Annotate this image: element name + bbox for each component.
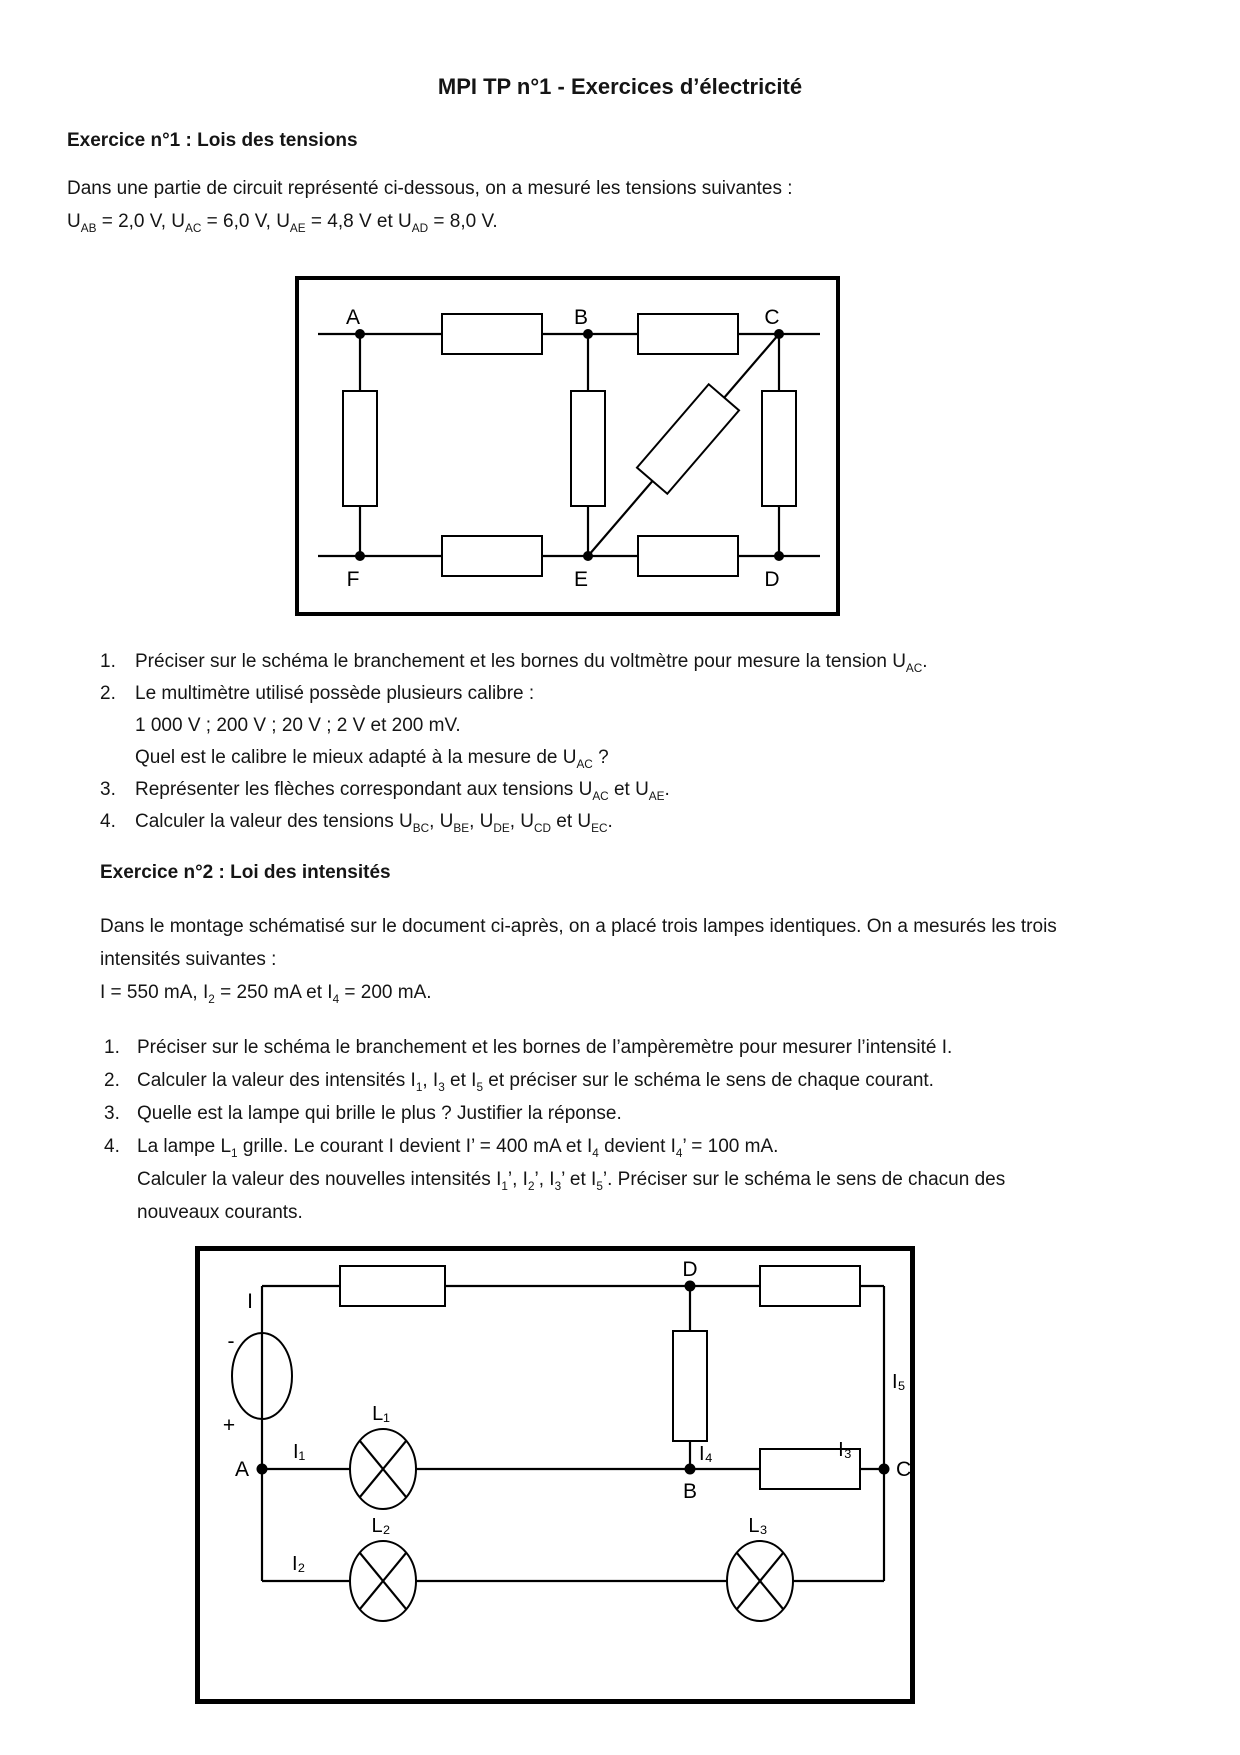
- lamp-label-l1: L₁: [372, 1403, 390, 1425]
- resistor-be: [571, 391, 605, 506]
- lamp-label-l3: L₃: [748, 1515, 768, 1537]
- question-text: Le multimètre utilisé possède plusieurs calibre :: [135, 683, 535, 704]
- question-text: Calculer la valeur des tensions $U_{BC}$, $U_{BE}$, $U_{DE}$, $U_{CD}$ et $U_{EC}$.: [135, 811, 613, 835]
- circuit2-svg: [195, 1246, 915, 1704]
- circuit-diagram-1: [295, 276, 840, 616]
- circuit1-svg: [295, 276, 840, 616]
- current-label-i1: I₁: [293, 1441, 306, 1463]
- question-text: nouveaux courants.: [137, 1202, 303, 1223]
- resistor-ed: [638, 536, 738, 576]
- exercise2-intro-line3: I = 550 mA, $I_2 = 250$ mA et $I_4 = 200$ mA.: [100, 982, 432, 1006]
- exercise1-intro-line1: Dans une partie de circuit représenté ci-dessous, on a mesuré les tensions suivantes :: [67, 178, 793, 199]
- question-number: 1.: [100, 651, 116, 672]
- node-label-f: F: [346, 568, 360, 591]
- node-label-c: C: [896, 1458, 912, 1481]
- question-item-continuation: [104, 1163, 1173, 1196]
- question-item: [100, 806, 1173, 838]
- circuit1-frame: [297, 278, 838, 614]
- exercise2-intro-line2: intensités suivantes :: [100, 949, 277, 970]
- resistor-ab: [442, 314, 542, 354]
- node-label-d: D: [764, 568, 780, 591]
- question-item-continuation: [100, 710, 1173, 742]
- question-number: 1.: [104, 1037, 120, 1058]
- source-plus-label: +: [222, 1414, 236, 1437]
- question-text: Préciser sur le schéma le branchement et les bornes de l’ampèremètre pour mesurer l’intensité I.: [137, 1037, 953, 1058]
- question-number: 4.: [104, 1136, 120, 1157]
- source-minus-label: -: [227, 1330, 235, 1353]
- question-text: 1 000 V ; 200 V ; 20 V ; 2 V et 200 mV.: [135, 715, 461, 736]
- lamp-l2-icon: [350, 1541, 416, 1621]
- question-number: 2.: [100, 683, 116, 704]
- question-number: 4.: [100, 811, 116, 832]
- question-text: Quelle est la lampe qui brille le plus ? Justifier la réponse.: [137, 1103, 622, 1124]
- question-item: [100, 678, 1173, 710]
- question-item: [104, 1097, 1173, 1130]
- exercise1-questions: [100, 646, 1173, 838]
- resistor-cd: [762, 391, 796, 506]
- question-item: [100, 646, 1173, 678]
- node-label-e: E: [573, 568, 589, 591]
- exercise2-intro-line1: Dans le montage schématisé sur le document ci-après, on a placé trois lampes identiques. On a mesurés les trois: [100, 916, 1057, 937]
- current-label-i4: I₄: [699, 1443, 713, 1465]
- node-label-a: A: [234, 1458, 249, 1481]
- question-number: 3.: [100, 779, 116, 800]
- resistor-fe: [442, 536, 542, 576]
- question-text: Calculer la valeur des intensités $I_1$, $I_3$ et $I_5$ et préciser sur le schéma le sens de chaque courant.: [137, 1070, 934, 1094]
- question-text: Représenter les flèches correspondant aux tensions $U_{AC}$ et $U_{AE}$.: [135, 779, 670, 803]
- lamp-l3-icon: [727, 1541, 793, 1621]
- node-label-a: A: [345, 306, 361, 329]
- current-label-i3: I₃: [838, 1439, 852, 1461]
- document-title: MPI TP n°1 - Exercices d’électricité: [437, 74, 803, 99]
- node-label-c: C: [764, 306, 780, 329]
- exercise2-intro: [100, 910, 1173, 1009]
- resistor-af: [343, 391, 377, 506]
- question-item: [104, 1130, 1173, 1163]
- question-item-continuation: [104, 1196, 1173, 1229]
- question-text: Calculer la valeur des nouvelles intensités $I_1$’, $I_2$’, $I_3$’ et $I_5$’. Préciser sur le schéma le sens de chacun des: [137, 1169, 1006, 1193]
- question-item: [104, 1031, 1173, 1064]
- lamp-l1-icon: [350, 1429, 416, 1509]
- exercise1-heading: Exercice n°1 : Lois des tensions: [67, 130, 358, 151]
- current-label-i2: I₂: [292, 1553, 306, 1575]
- node-label-d: D: [682, 1258, 698, 1281]
- exercise2-heading: Exercice n°2 : Loi des intensités: [100, 862, 391, 883]
- resistor-bc: [638, 314, 738, 354]
- question-text: La lampe $L_1$ grille. Le courant I devient I’ = 400 mA et $I_4$ devient $I_4$’ = 100 mA.: [137, 1136, 779, 1160]
- question-text: Quel est le calibre le mieux adapté à la mesure de $U_{AC}$ ?: [135, 747, 609, 771]
- current-label-i5: I₅: [892, 1371, 906, 1393]
- exercise2-questions: [104, 1031, 1173, 1229]
- exercise1-intro-line2: $U_{AB} = 2,0$ V, $U_{AC} = 6,0$ V, $U_{AE} = 4,8$ V et $U_{AD} = 8,0$ V.: [67, 211, 498, 235]
- question-item: [100, 774, 1173, 806]
- resistor-d-b: [673, 1331, 707, 1441]
- question-text: Préciser sur le schéma le branchement et les bornes du voltmètre pour mesure la tension $U_{AC}$.: [135, 651, 928, 675]
- question-number: 2.: [104, 1070, 120, 1091]
- circuit-diagram-2: [195, 1246, 915, 1704]
- question-item-continuation: [100, 742, 1173, 774]
- resistor-top-left: [340, 1266, 445, 1306]
- question-number: 3.: [104, 1103, 120, 1124]
- current-label-i: I: [247, 1290, 253, 1313]
- node-label-b: B: [682, 1480, 698, 1503]
- exercise1-intro: [67, 172, 1173, 238]
- question-item: [104, 1064, 1173, 1097]
- resistor-top-right: [760, 1266, 860, 1306]
- lamp-label-l2: L₂: [371, 1515, 391, 1537]
- node-label-b: B: [573, 306, 589, 329]
